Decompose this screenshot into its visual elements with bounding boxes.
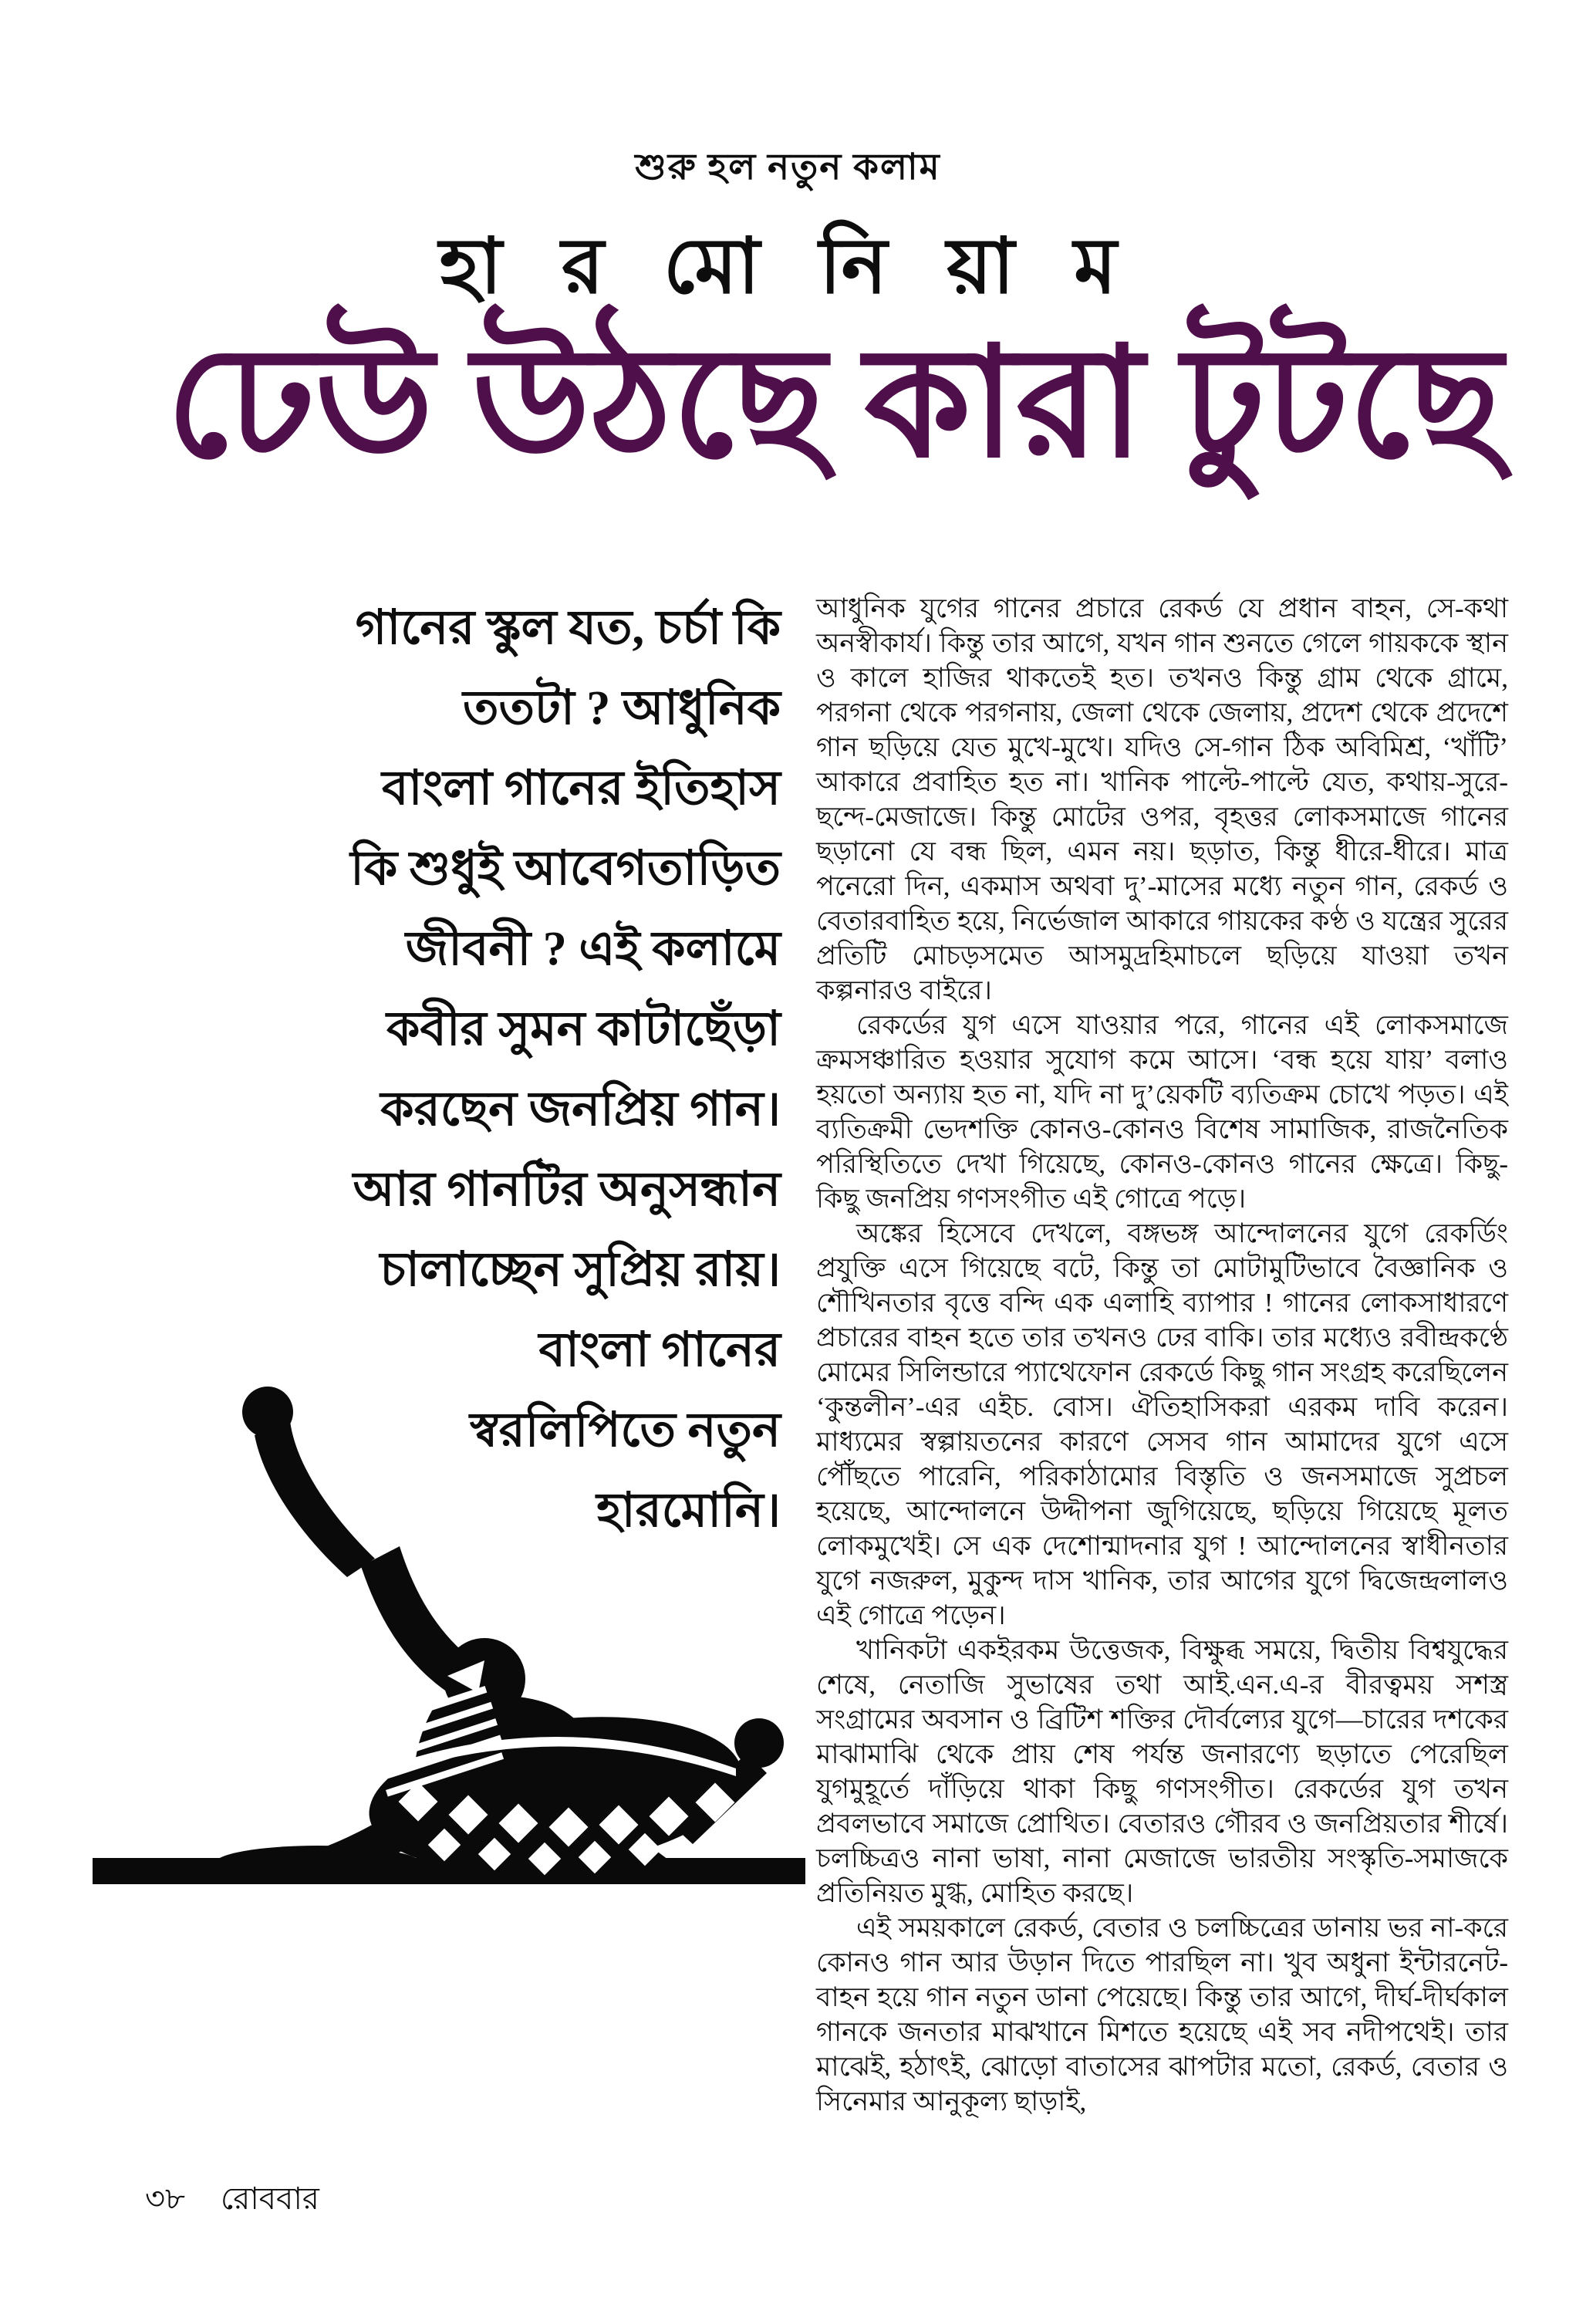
page-footer bbox=[145, 2174, 319, 2226]
standfirst-line: বাংলা গানের bbox=[538, 1324, 781, 1376]
body-paragraph: রেকর্ডের যুগ এসে যাওয়ার পরে, গানের এই লোকসমাজে ক্রমসঞ্চারিত হওয়ার সুযোগ কমে আসে। ‘বন্ধ হয়ে যায়’ বলাও হয়তো অন্যায় হত না, যদি না দু’য়েকটি ব্যতিক্রম চোখে পড়ত। এই ব্যতিক্রমী ভেদশক্তি কোনও-কোনও বিশেষ সামাজিক, রাজনৈতিক পরিস্থিতিতে দেখা গিয়েছে, কোনও-কোনও গানের ক্ষেত্রে। কিছু-কিছু জনপ্রিয় গণসংগীত এই গোত্রে পড়ে। bbox=[816, 1010, 1508, 1214]
dhak-drummer-illustration bbox=[86, 1373, 819, 1906]
standfirst-line: স্বরলিপিতে নতুন bbox=[469, 1404, 781, 1457]
magazine-title: রোববার bbox=[220, 2181, 319, 2216]
standfirst-line: জীবনী ? এই কলামে bbox=[405, 923, 781, 975]
article-body bbox=[816, 591, 1508, 2119]
ground-bar bbox=[93, 1858, 805, 1884]
body-paragraph: আধুনিক যুগের গানের প্রচারে রেকর্ড যে প্রধান বাহন, সে-কথা অনস্বীকার্য। কিন্তু তার আগে, যখন গান শুনতে গেলে গায়ককে স্থান ও কালে হাজির থাকতেই হত। তখনও কিন্তু গ্রাম থেকে গ্রামে, পরগনা থেকে পরগনায়, জেলা থেকে জেলায়, প্রদেশ থেকে প্রদেশে গান ছড়িয়ে যেত মুখে-মুখে। যদিও সে-গান ঠিক অবিমিশ্র, ‘খাঁটি’ আকারে প্রবাহিত হত না। খানিক পাল্টে-পাল্টে যেত, কথায়-সুরে-ছন্দে-মেজাজে। কিন্তু মোটের ওপর, বৃহত্তর লোকসমাজে গানের ছড়ানো যে বন্ধ ছিল, এমন নয়। ছড়াত, কিন্তু ধীরে-ধীরে। মাত্র পনেরো দিন, একমাস অথবা দু’-মাসের মধ্যে নতুন গান, রেকর্ড ও বেতারবাহিত হয়ে, নির্ভেজাল আকারে গায়কের কণ্ঠ ও যন্ত্রের সুরের প্রতিটি মোচড়সমেত আসমুদ্রহিমাচলে ছড়িয়ে যাওয়া তখন কল্পনারও বাইরে। bbox=[816, 593, 1508, 1005]
body-paragraph: খানিকটা একইরকম উত্তেজক, বিক্ষুব্ধ সময়ে, দ্বিতীয় বিশ্বযুদ্ধের শেষে, নেতাজি সুভাষের তথা আই.এন.এ-র বীরত্বময় সশস্ত্র সংগ্রামের অবসান ও ব্রিটিশ শক্তির দৌর্বল্যের যুগে—চারের দশকের মাঝামাঝি থেকে প্রায় শেষ পর্যন্ত জনারণ্যে ছড়াতে পেরেছিল যুগমুহূর্তে দাঁড়িয়ে থাকা কিছু গণসংগীত। রেকর্ডের যুগ তখন প্রবলভাবে সমাজে প্রোথিত। বেতারও গৌরব ও জনপ্রিয়তার শীর্ষে। চলচ্চিত্রও নানা ভাষা, নানা মেজাজে ভারতীয় সংস্কৃতি-সমাজকে প্রতিনিয়ত মুগ্ধ, মোহিত করছে। bbox=[816, 1635, 1508, 1908]
standfirst-line: কবীর সুমন কাটাছেঁড়া bbox=[386, 1003, 781, 1056]
standfirst-line: করছেন জনপ্রিয় গান। bbox=[380, 1083, 781, 1136]
standfirst-line: কি শুধুই আবেগতাড়িত bbox=[350, 843, 781, 895]
standfirst-line: আর গানটির অনুসন্ধান bbox=[353, 1164, 781, 1216]
standfirst-line: চালাচ্ছেন সুপ্রিয় রায়। bbox=[380, 1244, 781, 1296]
drumstick-right-knob bbox=[734, 1718, 784, 1768]
standfirst-line: ততটা ? আধুনিক bbox=[463, 682, 781, 735]
standfirst-line: গানের স্কুল যত, চর্চা কি bbox=[355, 602, 781, 654]
kicker: শুরু হল নতুন কলাম bbox=[635, 147, 941, 187]
body-paragraph: অঙ্কের হিসেবে দেখলে, বঙ্গভঙ্গ আন্দোলনের যুগে রেকর্ডিং প্রযুক্তি এসে গিয়েছে বটে, কিন্তু তা মোটামুটিভাবে বৈজ্ঞানিক ও শৌখিনতার বৃত্তে বন্দি এক এলাহি ব্যাপার ! গানের লোকসাধারণে প্রচারের বাহন হতে তার তখনও ঢের বাকি। তার মধ্যেও রবীন্দ্রকণ্ঠে মোমের সিলিন্ডারে প্যাথেফোন রেকর্ডে কিছু গান সংগ্রহ করেছিলেন ‘কুন্তলীন’-এর এইচ. বোস। ঐতিহাসিকরা এরকম দাবি করেন। মাধ্যমের স্বল্পায়তনের কারণে সেসব গান আমাদের যুগে এসে পৌঁছতে পারেনি, পরিকাঠামোর বিস্তৃতি ও জনসমাজে সুপ্রচল হয়েছে, আন্দোলনে উদ্দীপনা জুগিয়েছে, ছড়িয়ে গিয়েছে মূলত লোকমুখেই। সে এক দেশোন্মাদনার যুগ ! আন্দোলনের স্বাধীনতার যুগে নজরুল, মুকুন্দ দাস খানিক, তার আগের যুগে দ্বিজেন্দ্রলালও এই গোত্রে পড়েন। bbox=[816, 1218, 1508, 1630]
column-title: হা র মো নি য়া ম bbox=[439, 224, 1137, 309]
body-paragraph: এই সময়কালে রেকর্ড, বেতার ও চলচ্চিত্রের ডানায় ভর না-করে কোনও গান আর উড়ান দিতে পারছিল না। খুব অধুনা ইন্টারনেট-বাহন হয়ে গান নতুন ডানা পেয়েছে। কিন্তু তার আগে, দীর্ঘ-দীর্ঘকাল গানকে জনতার মাঝখানে মিশতে হয়েছে এই সব নদীপথেই। তার মাঝেই, হঠাৎই, ঝোড়ো বাতাসের ঝাপটার মতো, রেকর্ড, বেতার ও সিনেমার আনুকূল্য ছাড়াই, bbox=[816, 1913, 1508, 2116]
standfirst-line: হারমোনি। bbox=[596, 1485, 781, 1537]
headline: ঢেউ উঠছে কারা টুটছে bbox=[166, 319, 1503, 488]
page-number: ৩৮ bbox=[145, 2181, 185, 2216]
standfirst-line: বাংলা গানের ইতিহাস bbox=[381, 762, 781, 815]
drumstick-raised bbox=[255, 1421, 375, 1577]
